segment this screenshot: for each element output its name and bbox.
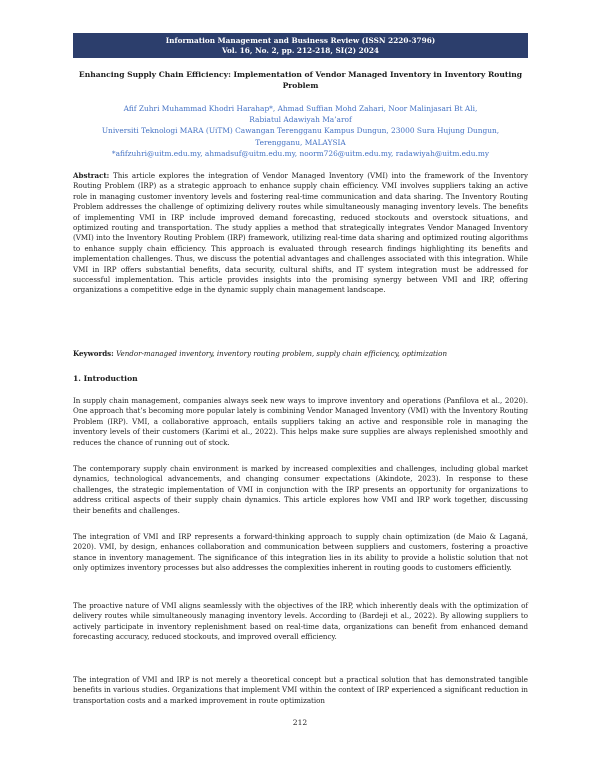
author-block bbox=[73, 103, 528, 159]
keywords bbox=[73, 349, 528, 359]
abstract-label: Abstract: bbox=[73, 171, 110, 180]
paragraph-5: The integration of VMI and IRP is not merely a theoretical concept but a practical solution that has demonstrated tangible benefits in various studies. Organizations that implement VMI within the context of IRP experienced a significant reduction in transportation costs and a marked improvement in route optimization bbox=[73, 675, 528, 705]
abstract bbox=[73, 171, 528, 296]
authors-line-2: Rabiatul Adawiyah Ma’arof bbox=[249, 115, 352, 125]
paragraph-1: In supply chain management, companies always seek new ways to improve inventory and operations (Panfilova et al., 2020). One approach that’s becoming more popular lately is combining Vendor Managed Inventory (VMI) with the Inventory Routing Problem (IRP). VMI, a collaborative approach, entails suppliers taking an active and responsible role in managing the inventory levels of their customers (Karimi et al., 2022). This helps make sure supplies are always replenished smoothly and reduces the chance of running out of stock. bbox=[73, 396, 528, 447]
paragraph-4: The proactive nature of VMI aligns seamlessly with the objectives of the IRP, which inherently deals with the optimization of delivery routes while simultaneously managing inventory levels. According to (Bardeji et al., 2022). By allowing suppliers to actively participate in inventory replenishment based on real-time data, organizations can benefit from enhanced demand forecasting accuracy, reduced stockouts, and improved overall efficiency. bbox=[73, 601, 528, 642]
affiliation-line-2: Terengganu, MALAYSIA bbox=[255, 137, 346, 147]
paper-title: Enhancing Supply Chain Efficiency: Implementation of Vendor Managed Inventory in Inventory Routing Problem bbox=[78, 70, 523, 90]
authors-line-1: Afif Zuhri Muhammad Khodri Harahap*, Ahmad Suffian Mohd Zahari, Noor Malinjasari Bt Ali, bbox=[123, 104, 478, 113]
journal-name: Information Management and Business Review (ISSN 2220-3796) bbox=[165, 36, 436, 45]
paragraph-2: The contemporary supply chain environment is marked by increased complexities and challenges, including global market dynamics, technological advancements, and changing consumer expectations (Akindote, 2023). In response to these challenges, the strategic implementation of VMI in conjunction with the IRP presents an opportunity for organizations to address critical aspects of their supply chain dynamics. This article explores how VMI and IRP work together, discussing their benefits and challenges. bbox=[73, 464, 528, 515]
author-emails: *afifzuhri@uitm.edu.my, ahmadsuf@uitm.edu.my, noorm726@uitm.edu.my, radawiyah@uitm.edu.my bbox=[111, 148, 490, 158]
paragraph-3: The integration of VMI and IRP represents a forward-thinking approach to supply chain optimization (de Maio & Laganá, 2020). VMI, by design, enhances collaboration and communication between suppliers and customers, fostering a proactive stance in inventory management. The significance of this integration lies in its ability to provide a holistic solution that not only optimizes inventory processes but also addresses the complexities inherent in routing goods to customers efficiently. bbox=[73, 532, 528, 573]
abstract-text: This article explores the integration of Vendor Managed Inventory (VMI) into the framework of the Inventory Routing Problem (IRP) as a strategic approach to enhance supply chain efficiency. VMI involves suppliers taking an active role in managing customer inventory levels and fostering real-time communication and data sharing. The Inventory Routing Problem addresses the challenge of optimizing delivery routes while simultaneously managing inventory levels. The benefits of implementing VMI in IRP include improved demand forecasting, reduced stockouts and overstock situations, and optimized routing and transportation. The study applies a method that strategically integrates Vendor Managed Inventory (VMI) into the Inventory Routing Problem (IRP) framework, utilizing real-time data sharing and optimized routing algorithms to enhance supply chain efficiency. This approach is evaluated through research findings highlighting its benefits and implementation challenges. Thus, we discuss the potential advantages and challenges associated with this integration. While VMI in IRP offers substantial benefits, data security, cultural shifts, and IT system integration must be addressed for successful implementation. This article provides insights into the promising synergy between VMI and IRP, offering organizations a competitive edge in the dynamic supply chain management landscape. bbox=[73, 171, 528, 295]
journal-volume: Vol. 16, No. 2, pp. 212-218, SI(2) 2024 bbox=[222, 46, 379, 55]
affiliation-line-1: Universiti Teknologi MARA (UiTM) Cawangan Terengganu Kampus Dungun, 23000 Sura Hujung Dungun, bbox=[101, 126, 500, 136]
page-number: 212 bbox=[292, 718, 308, 727]
section-heading-introduction: 1. Introduction bbox=[73, 374, 138, 383]
keywords-text: Vendor-managed inventory, inventory routing problem, supply chain efficiency, optimization bbox=[116, 349, 448, 358]
journal-header-banner bbox=[73, 33, 528, 58]
keywords-label: Keywords: bbox=[73, 349, 114, 358]
